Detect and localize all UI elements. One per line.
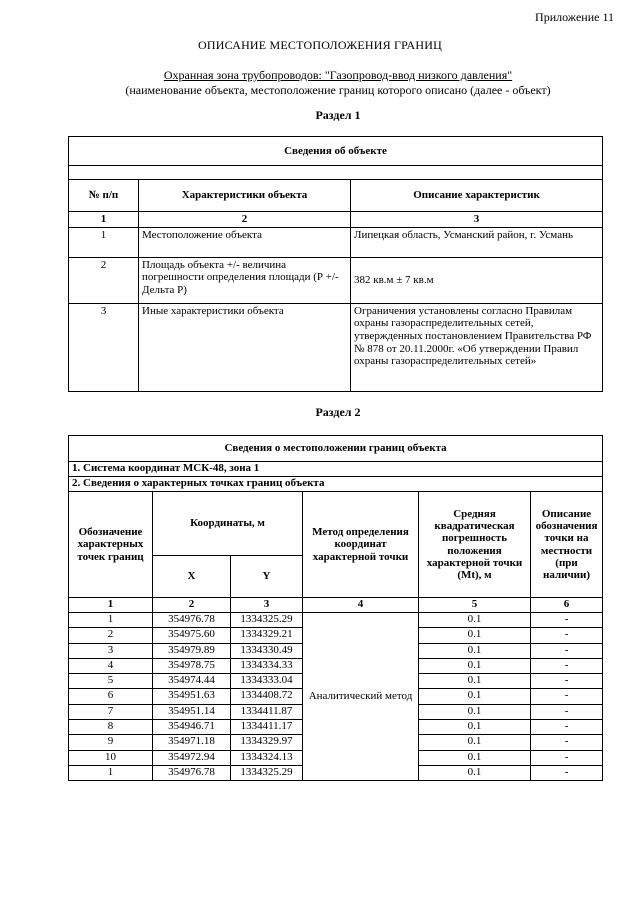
point-y: 1334329.97	[231, 735, 303, 750]
row-characteristic: Местоположение объекта	[139, 227, 351, 257]
boundary-table	[68, 435, 603, 781]
col-num: 5	[419, 598, 531, 613]
point-id: 1	[69, 613, 153, 628]
empty-row	[69, 166, 603, 180]
point-id: 5	[69, 674, 153, 689]
points-subtitle: 2. Сведения о характерных точках границ объекта	[69, 477, 603, 492]
point-error: 0.1	[419, 613, 531, 628]
row-num: 1	[69, 227, 139, 257]
point-x: 354951.63	[153, 689, 231, 704]
point-y: 1334329.21	[231, 628, 303, 643]
point-error: 0.1	[419, 628, 531, 643]
point-error: 0.1	[419, 643, 531, 658]
row-num: 2	[69, 257, 139, 303]
point-id: 9	[69, 735, 153, 750]
row-characteristic: Иные характеристики объекта	[139, 303, 351, 391]
point-error: 0.1	[419, 720, 531, 735]
point-description: -	[531, 735, 603, 750]
object-name: Охранная зона трубопроводов: "Газопровод-ввод низкого давления"	[163, 68, 513, 82]
point-x: 354972.94	[153, 750, 231, 765]
object-info-table	[68, 136, 603, 392]
point-id: 10	[69, 750, 153, 765]
point-x: 354976.78	[153, 613, 231, 628]
point-description: -	[531, 704, 603, 719]
col-num: 3	[351, 212, 603, 228]
row-description: 382 кв.м ± 7 кв.м	[351, 257, 603, 303]
table-row	[69, 303, 603, 391]
point-y: 1334324.13	[231, 750, 303, 765]
table-row	[69, 227, 603, 257]
point-x: 354976.78	[153, 765, 231, 780]
point-error: 0.1	[419, 674, 531, 689]
point-x: 354951.14	[153, 704, 231, 719]
point-x: 354975.60	[153, 628, 231, 643]
point-description: -	[531, 643, 603, 658]
document-title: ОПИСАНИЕ МЕСТОПОЛОЖЕНИЯ ГРАНИЦ	[198, 38, 442, 52]
point-description: -	[531, 674, 603, 689]
point-id: 4	[69, 658, 153, 673]
row-characteristic: Площадь объекта +/- величина погрешности определения площади (Р +/- Дельта Р)	[139, 257, 351, 303]
header-x: X	[153, 556, 231, 598]
table-title: Сведения об объекте	[69, 137, 603, 166]
header-point: Обозначение характерных точек границ	[69, 492, 153, 598]
point-id: 8	[69, 720, 153, 735]
header-characteristic: Характеристики объекта	[139, 180, 351, 212]
point-error: 0.1	[419, 658, 531, 673]
point-x: 354979.89	[153, 643, 231, 658]
point-y: 1334325.29	[231, 613, 303, 628]
point-description: -	[531, 750, 603, 765]
point-error: 0.1	[419, 689, 531, 704]
point-description: -	[531, 628, 603, 643]
point-y: 1334325.29	[231, 765, 303, 780]
table-row	[69, 613, 603, 628]
header-coordinates: Координаты, м	[153, 492, 303, 556]
point-description: -	[531, 720, 603, 735]
row-description: Ограничения установлены согласно Правилам охраны газораспределительных сетей, утвержденных постановлением Правительства РФ № 878 от 20.11.2000г. «Об утверждении Правил охраны газораспределительных сетей»	[351, 303, 603, 391]
appendix-label: Приложение 11	[535, 10, 614, 24]
point-id: 6	[69, 689, 153, 704]
point-description: -	[531, 658, 603, 673]
col-num: 2	[153, 598, 231, 613]
table-title: Сведения о местоположении границ объекта	[69, 436, 603, 462]
point-y: 1334411.17	[231, 720, 303, 735]
object-note: (наименование объекта, местоположение границ которого описано (далее - объект)	[125, 83, 551, 97]
col-num: 3	[231, 598, 303, 613]
row-description: Липецкая область, Усманский район, г. Усмань	[351, 227, 603, 257]
point-error: 0.1	[419, 750, 531, 765]
header-num: № п/п	[69, 180, 139, 212]
header-description: Описание характеристик	[351, 180, 603, 212]
point-x: 354946.71	[153, 720, 231, 735]
point-id: 1	[69, 765, 153, 780]
coordinate-system: 1. Система координат МСК-48, зона 1	[69, 462, 603, 477]
section1-title: Раздел 1	[315, 108, 361, 122]
point-x: 354978.75	[153, 658, 231, 673]
point-error: 0.1	[419, 765, 531, 780]
point-y: 1334334.33	[231, 658, 303, 673]
point-error: 0.1	[419, 735, 531, 750]
point-id: 7	[69, 704, 153, 719]
point-id: 3	[69, 643, 153, 658]
point-y: 1334411.87	[231, 704, 303, 719]
table-row	[69, 257, 603, 303]
point-description: -	[531, 689, 603, 704]
point-description: -	[531, 765, 603, 780]
col-num: 4	[303, 598, 419, 613]
header-description: Описание обозначения точки на местности (при наличии)	[531, 492, 603, 598]
header-y: Y	[231, 556, 303, 598]
point-id: 2	[69, 628, 153, 643]
row-num: 3	[69, 303, 139, 391]
col-num: 1	[69, 212, 139, 228]
point-y: 1334408.72	[231, 689, 303, 704]
point-y: 1334333.04	[231, 674, 303, 689]
point-x: 354974.44	[153, 674, 231, 689]
col-num: 6	[531, 598, 603, 613]
point-x: 354971.18	[153, 735, 231, 750]
point-error: 0.1	[419, 704, 531, 719]
point-description: -	[531, 613, 603, 628]
section2-title: Раздел 2	[315, 405, 361, 419]
col-num: 1	[69, 598, 153, 613]
header-error: Средняя квадратическая погрешность положения характерной точки (Mt), м	[419, 492, 531, 598]
point-method: Аналитический метод	[303, 613, 419, 781]
point-y: 1334330.49	[231, 643, 303, 658]
col-num: 2	[139, 212, 351, 228]
header-method: Метод определения координат характерной точки	[303, 492, 419, 598]
